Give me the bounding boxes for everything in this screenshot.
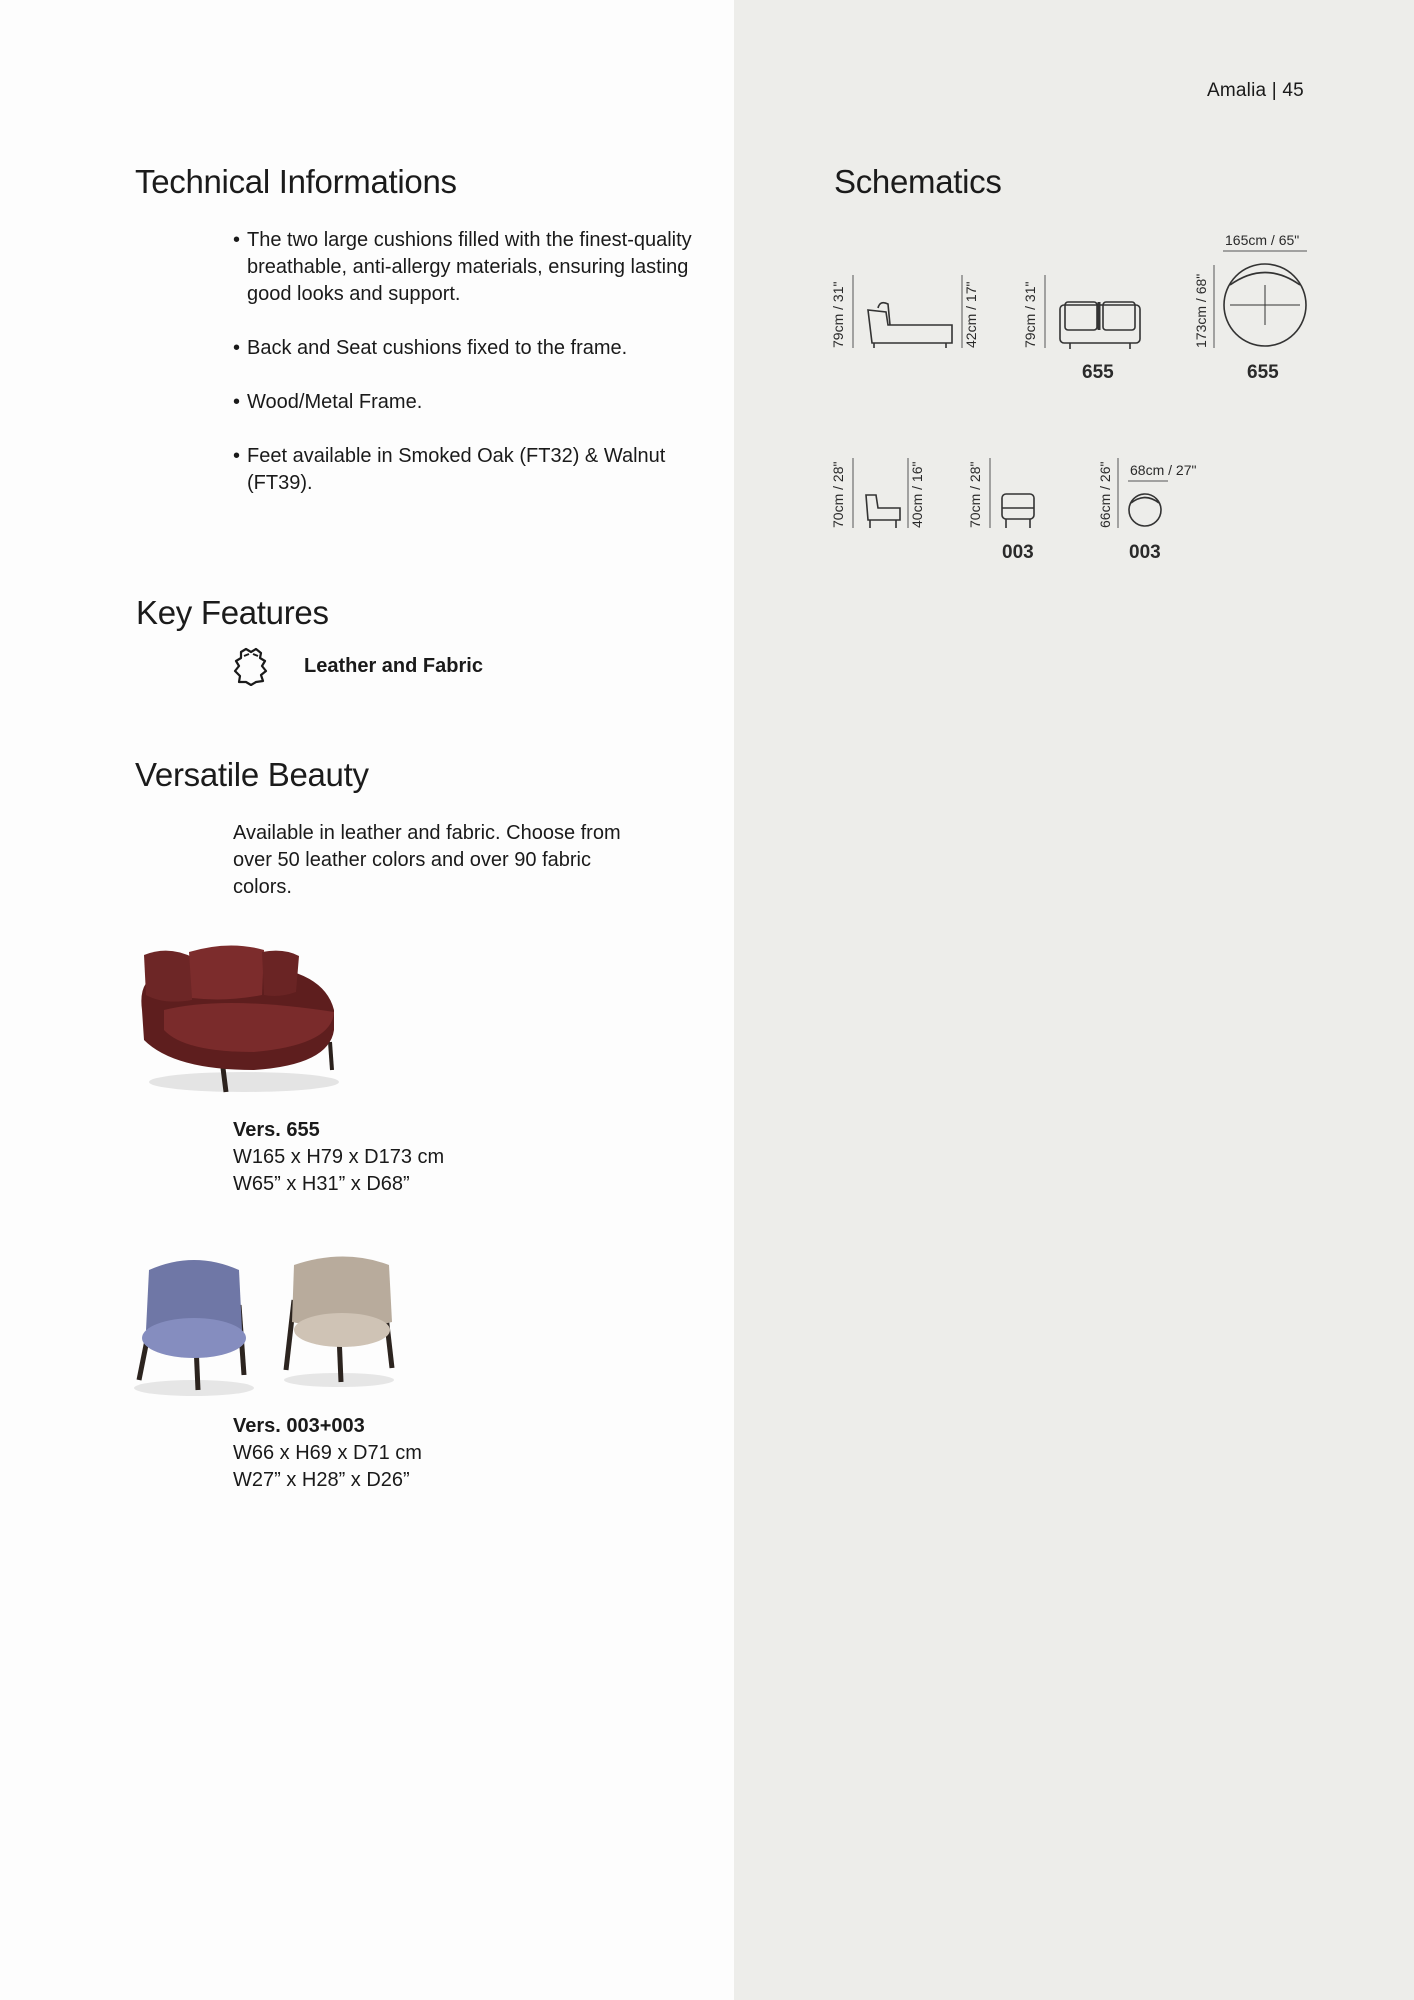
feature-label: Leather and Fabric	[304, 654, 483, 677]
versatile-text: Available in leather and fabric. Choose from over 50 leather colors and over 90 fabric colors.	[233, 822, 621, 898]
bullet-item: • Back and Seat cushions fixed to the frame.	[233, 335, 703, 362]
key-features-title: Key Features	[136, 594, 329, 631]
dim-label: 70cm / 28"	[967, 461, 983, 528]
dim-label: 70cm / 28"	[830, 461, 846, 528]
schematic-003-top	[1129, 494, 1161, 526]
bullet-item: • The two large cushions filled with the finest-quality breathable, anti-allergy materials, ensuring lasting good looks and support.	[233, 227, 703, 308]
schematic-code: 655	[1082, 362, 1114, 383]
product-name: Vers. 003+003	[233, 1415, 365, 1437]
dim-label: 173cm / 68"	[1193, 273, 1209, 348]
dim-label: 79cm / 31"	[830, 281, 846, 348]
schematics-drawing	[820, 220, 1320, 580]
dim-label: 165cm / 65"	[1225, 232, 1300, 248]
schematic-code: 655	[1247, 362, 1279, 383]
technical-bullet-list	[233, 227, 703, 524]
schematics-title: Schematics	[834, 163, 1002, 200]
schematic-655-front	[1060, 302, 1140, 349]
product-003-specs	[233, 1413, 422, 1494]
schematic-003-side	[866, 495, 900, 528]
product-655-specs	[233, 1117, 444, 1198]
schematic-code: 003	[1002, 542, 1034, 563]
product-dimensions-imperial: W65” x H31” x D68”	[233, 1173, 410, 1195]
schematic-655-top	[1224, 264, 1306, 346]
dim-label: 42cm / 17"	[963, 281, 979, 348]
leather-hide-icon	[233, 646, 269, 686]
bullet-item: • Wood/Metal Frame.	[233, 389, 703, 416]
product-dimensions-imperial: W27” x H28” x D26”	[233, 1469, 410, 1491]
product-003-image	[134, 1250, 419, 1400]
product-dimensions-metric: W66 x H69 x D71 cm	[233, 1442, 422, 1464]
feature-item	[233, 646, 483, 686]
dim-label: 68cm / 27"	[1130, 462, 1197, 478]
technical-title: Technical Informations	[135, 163, 457, 200]
page-number: Amalia | 45	[1207, 80, 1304, 101]
dim-label: 40cm / 16"	[909, 461, 925, 528]
dim-label: 79cm / 31"	[1022, 281, 1038, 348]
versatile-title: Versatile Beauty	[135, 756, 369, 793]
schematic-003-front	[1002, 494, 1034, 528]
bullet-item: • Feet available in Smoked Oak (FT32) & Walnut (FT39).	[233, 443, 703, 497]
schematic-655-side	[868, 303, 952, 348]
product-655-image	[134, 940, 344, 1100]
product-dimensions-metric: W165 x H79 x D173 cm	[233, 1146, 445, 1168]
dim-label: 66cm / 26"	[1097, 461, 1113, 528]
product-name: Vers. 655	[233, 1119, 320, 1141]
schematic-code: 003	[1129, 542, 1161, 563]
